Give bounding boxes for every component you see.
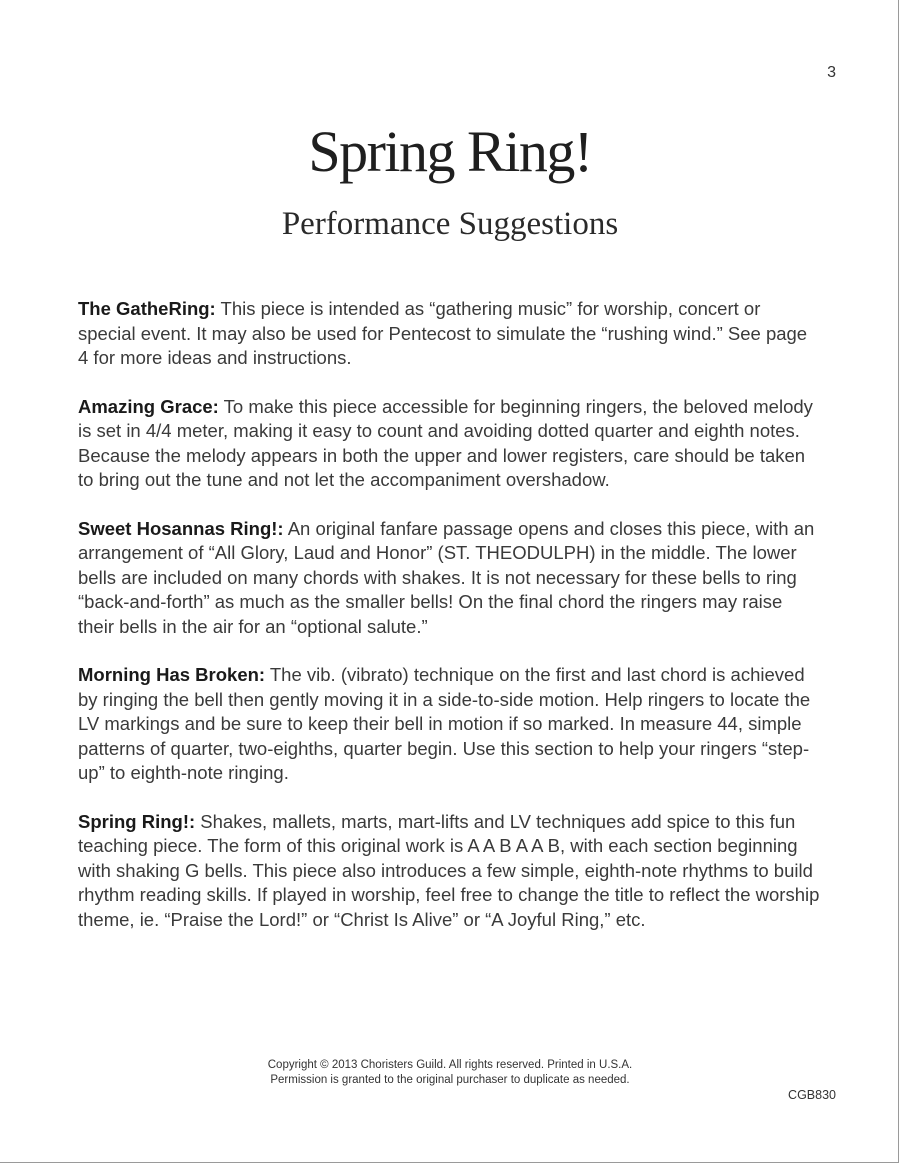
section-morning-has-broken xyxy=(78,663,820,786)
page-title: Spring Ring! xyxy=(308,119,592,184)
section-text: To make this piece accessible for beginning ringers, the beloved melody is set in 4/4 meter, making it easy to count and avoiding dotted quarter and eighth notes. Because the melody appears in both the upper and lower registers, care should be taken to bring out the tune and not let the accompaniment overshadow. xyxy=(78,395,813,490)
performance-suggestions xyxy=(78,297,820,956)
catalog-code: CGB830 xyxy=(788,1088,836,1102)
section-text: The vib. (vibrato) technique on the first and last chord is achieved by ringing the bell then gently moving it in a side-to-side motion. Help ringers to locate the LV markings and be sure to keep their bell in motion if so marked. In measure 44, simple patterns of quarter, two-eighths, quarter begin. Use this section to help your ringers “step-up” to eighth-note ringing. xyxy=(78,664,811,783)
section-spring-ring xyxy=(78,810,820,933)
page-subtitle: Performance Suggestions xyxy=(281,206,619,242)
section-heading: The GatheRing: xyxy=(78,298,216,319)
section-text: This piece is intended as “gathering music” for worship, concert or special event. It may also be used for Pentecost to simulate the “rushing wind.” See page 4 for more ideas and instructions. xyxy=(78,298,808,368)
section-sweet-hosannas-ring xyxy=(78,517,820,640)
permission-notice: Permission is granted to the original purchaser to duplicate as needed. xyxy=(270,1074,630,1086)
section-heading: Sweet Hosannas Ring!: xyxy=(78,517,284,539)
section-text: Shakes, mallets, marts, mart-lifts and LV techniques add spice to this fun teaching piece. The form of this original work is A A B A A B, with each section beginning with shaking G bells. This piece also introduces a few simple, eighth-note rhythms to build rhythm reading skills. If played in worship, feel free to change the title to reflect the worship theme, ie. “Praise the Lord!” or “Christ Is Alive” or “A Joyful Ring,” etc. xyxy=(78,810,820,930)
section-the-gathering xyxy=(78,297,820,371)
copyright-notice: Copyright © 2013 Choristers Guild. All rights reserved. Printed in U.S.A. xyxy=(267,1059,633,1071)
page-number: 3 xyxy=(827,64,836,81)
footer xyxy=(0,1058,900,1088)
section-text: An original fanfare passage opens and closes this piece, with an arrangement of “All Glory, Laud and Honor” (ST. THEODULPH) in the middle. The lower bells are included on many chords with shakes. It is not necessary for these bells to ring “back-and-forth” as much as the smaller bells! On the final chord the ringers may raise their bells in the air for an “optional salute.” xyxy=(78,517,815,637)
section-heading: Spring Ring!: xyxy=(78,810,196,832)
section-amazing-grace xyxy=(78,395,820,493)
section-heading: Morning Has Broken: xyxy=(78,664,266,685)
section-heading: Amazing Grace: xyxy=(78,395,219,417)
